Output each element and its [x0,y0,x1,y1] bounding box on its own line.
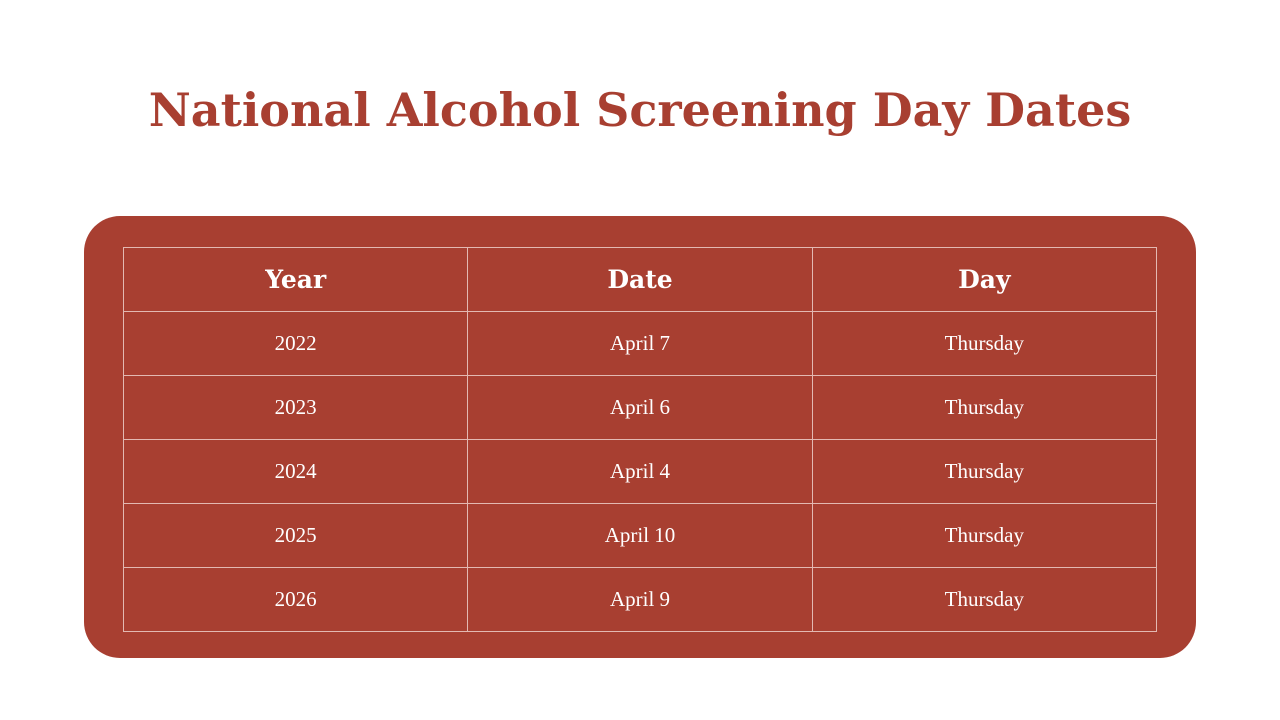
table-row [124,312,1157,376]
table-row [124,504,1157,568]
cell-day: Thursday [812,312,1156,376]
column-header-day: Day [812,248,1156,312]
table-row [124,440,1157,504]
cell-day: Thursday [812,504,1156,568]
cell-date: April 9 [468,568,812,632]
cell-date: April 7 [468,312,812,376]
table-header-row [124,248,1157,312]
cell-date: April 10 [468,504,812,568]
cell-year: 2022 [124,312,468,376]
page-title: National Alcohol Screening Day Dates [148,83,1132,137]
cell-day: Thursday [812,376,1156,440]
cell-year: 2025 [124,504,468,568]
column-header-year: Year [124,248,468,312]
table-panel [84,216,1196,658]
cell-date: April 4 [468,440,812,504]
table-row [124,568,1157,632]
dates-table [123,247,1157,632]
cell-year: 2026 [124,568,468,632]
table-row [124,376,1157,440]
cell-day: Thursday [812,440,1156,504]
cell-year: 2023 [124,376,468,440]
cell-day: Thursday [812,568,1156,632]
cell-date: April 6 [468,376,812,440]
column-header-date: Date [468,248,812,312]
cell-year: 2024 [124,440,468,504]
